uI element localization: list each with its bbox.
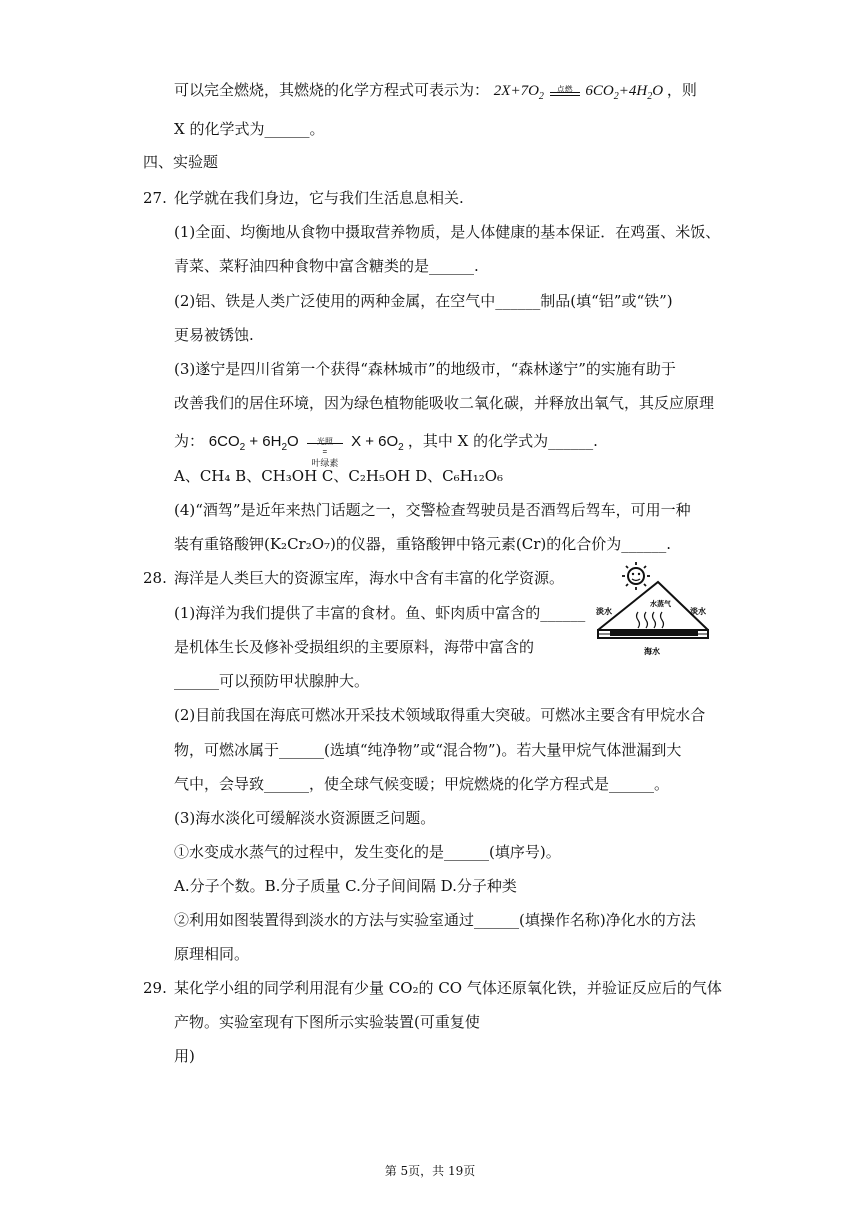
intro-text: 可以完全燃烧，其燃烧的化学方程式可表示为： — [174, 81, 490, 99]
q27-p3-equation-line: 为： $6CO_2 + 6H_2O$ 光照 = 叶绿素 $X + 6O_2$ ，其中 X 的化学式为______. — [174, 424, 598, 458]
q28-p2-line2: 物，可燃冰属于______(选填“纯净物”或“混合物”)。若大量甲烷气体泄漏到大 — [174, 741, 682, 759]
q29-line2: 产物。实验室现有下图所示实验装置(可重复使 — [174, 1013, 480, 1031]
combustion-equation: $2X+7O_2$ 点燃 $6CO_2+4H_2O$ — [493, 83, 664, 102]
q27-p3-options: A、CH₄ B、CH₃OH C、C₂H₅OH D、C₆H₁₂O₆ — [174, 467, 504, 485]
intro-line-1: 可以完全燃烧，其燃烧的化学方程式可表示为： $2X+7O_2$ 点燃 $6CO_2+4H_2O$ ，则 — [174, 81, 697, 102]
q28-p3-line1: (3)海水淡化可缓解淡水资源匮乏问题。 — [174, 809, 436, 827]
q27-p2-line1: (2)铝、铁是人类广泛使用的两种金属，在空气中______制品(填“铝”或“铁”) — [174, 292, 673, 310]
page-footer: 第 5页，共 19页 — [384, 1164, 476, 1178]
photosynthesis-equation: $6CO_2 + 6H_2O$ 光照 = 叶绿素 $X + 6O_2$ — [209, 433, 408, 450]
q27-p1-line2: 青菜、菜籽油四种食物中富含糖类的是______. — [174, 257, 479, 275]
q27-p3-line2: 改善我们的居住环境，因为绿色植物能吸收二氧化碳，并释放出氧气，其反应原理 — [174, 394, 715, 412]
sun-icon — [622, 562, 650, 590]
q29-line1: 某化学小组的同学利用混有少量 CO₂的 CO 气体还原氧化铁，并验证反应后的气体 — [174, 979, 722, 997]
question-number-29: 29. — [143, 979, 167, 997]
q29-line3: 用) — [174, 1047, 195, 1065]
q28-p1-line2: 是机体生长及修补受损组织的主要原料，海带中富含的 — [174, 638, 535, 656]
q28-p3-sub2-line2: 原理相同。 — [174, 945, 250, 963]
q28-p2-line1: (2)目前我国在海底可燃冰开采技术领域取得重大突破。可燃冰主要含有甲烷水合 — [174, 706, 706, 724]
question-number-27: 27. — [143, 189, 167, 207]
label-seawater: 海水 — [644, 647, 660, 656]
label-water-vapor: 水蒸气 — [650, 600, 671, 608]
question-number-28: 28. — [143, 569, 167, 587]
q28-p3-sub2-line1: ②利用如图装置得到淡水的方法与实验室通过______(填操作名称)净化水的方法 — [174, 911, 696, 929]
q27-p4-line2: 装有重铬酸钾(K₂Cr₂O₇)的仪器，重铬酸钾中铬元素(Cr)的化合价为______. — [174, 535, 672, 553]
q28-p2-line3: 气中，会导致______，使全球气候变暖；甲烷燃烧的化学方程式是______。 — [174, 775, 670, 793]
q27-p3-line1: (3)遂宁是四川省第一个获得“森林城市”的地级市，“森林遂宁”的实施有助于 — [174, 360, 676, 378]
q28-p3-sub1: ①水变成水蒸气的过程中，发生变化的是______(填序号)。 — [174, 843, 561, 861]
q27-stem: 化学就在我们身边，它与我们生活息息相关. — [174, 189, 464, 207]
reaction-condition-fraction: 光照 = 叶绿素 — [305, 425, 345, 459]
label-fresh-water-left: 淡水 — [596, 607, 612, 616]
q28-p1-line3: ______可以预防甲状腺肿大。 — [174, 672, 370, 690]
q27-p2-line2: 更易被锈蚀. — [174, 326, 254, 344]
q27-p4-line1: (4)“酒驾”是近年来热门话题之一，交警检查驾驶员是否酒驾后驾车，可用一种 — [174, 501, 691, 519]
q28-p3-options: A.分子个数。B.分子质量 C.分子间间隔 D.分子种类 — [174, 877, 517, 895]
desalination-diagram — [588, 560, 720, 662]
section-title: 四、实验题 — [143, 153, 219, 171]
q28-stem: 海洋是人类巨大的资源宝库，海水中含有丰富的化学资源。 — [174, 569, 565, 587]
q28-p1-line1: (1)海洋为我们提供了丰富的食材。鱼、虾肉质中富含的______ — [174, 604, 586, 622]
label-fresh-water-right: 淡水 — [690, 607, 706, 616]
reaction-condition-arrow: 点燃 — [550, 83, 580, 101]
intro-line-2: X 的化学式为______。 — [174, 120, 325, 138]
q27-p1-line1: (1)全面、均衡地从食物中摄取营养物质，是人体健康的基本保证．在鸡蛋、米饭、 — [174, 223, 721, 241]
